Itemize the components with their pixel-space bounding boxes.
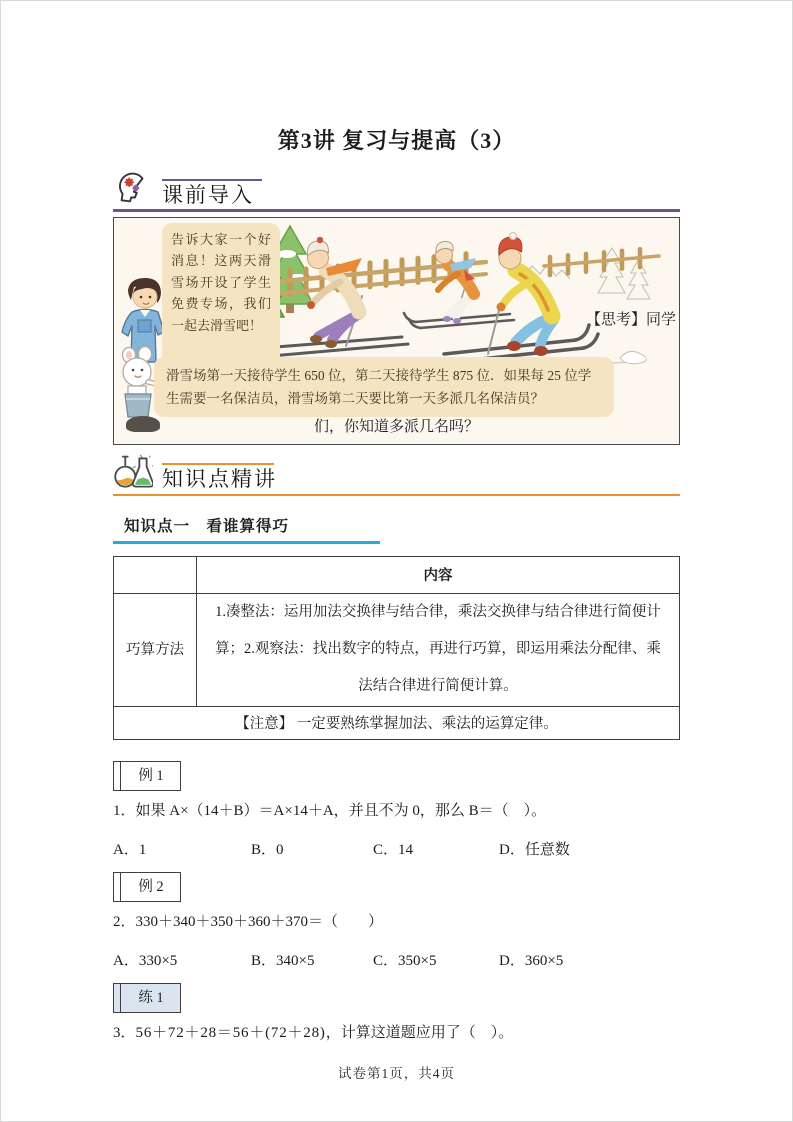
knowledge-section-title: 知识点精讲: [162, 468, 277, 492]
question-3-math: 56＋72＋28＝56＋(72＋28): [135, 1024, 326, 1041]
question-3: [113, 1022, 680, 1044]
page-footer: 试卷第1页，共4页: [338, 1066, 455, 1081]
table-row: [114, 593, 680, 706]
knowledge-section-header: [113, 454, 680, 492]
method-row-label: 巧算方法: [114, 593, 197, 706]
note-row: 【注意】 一定要熟练掌握加法、乘法的运算定律。: [114, 706, 680, 739]
option-b: B．340×5: [251, 952, 315, 969]
table-row: [114, 706, 680, 739]
intro-section-header: [113, 169, 680, 207]
table-row: [114, 556, 680, 593]
question-2: 2．330＋340＋350＋360＋370＝（ ）: [113, 913, 384, 930]
question-3-suffix: ，计算这道题应用了（ ）。: [325, 1024, 514, 1041]
option-a: A．1: [113, 841, 147, 858]
boy-speech-bubble: 告诉大家一个好消息！这两天滑雪场开设了学生免费专场，我们一起去滑雪吧！: [162, 223, 280, 367]
flasks-icon: [113, 454, 153, 492]
option-d: D．任意数: [499, 841, 570, 858]
illustration-box: [113, 217, 680, 445]
page-title: 第3讲 复习与提高（3）: [277, 128, 516, 153]
option-c: C．350×5: [373, 952, 437, 969]
practice-1-tag: 练 1: [113, 983, 181, 1013]
option-a: A．330×5: [113, 952, 178, 969]
method-row-content: 1.凑整法：运用加法交换律与结合律，乘法交换律与结合律进行简便计算；2.观察法：找出数字的特点，再进行巧算，即运用乘法分配律、乘法结合律进行简便计算。: [197, 593, 680, 706]
example-1-tag: 例 1: [113, 761, 181, 791]
knowledge-section-rule: [113, 494, 680, 497]
question-3-number: 3．: [113, 1024, 136, 1041]
section-overline: [162, 179, 262, 181]
rabbit-speech-bubble: 滑雪场第一天接待学生 650 位，第二天接待学生 875 位．如果每 25 位学生需要一名保洁员，滑雪场第二天要比第一天多派几名保洁员？: [154, 357, 614, 417]
section-overline: [162, 463, 274, 465]
option-b: B．0: [251, 841, 284, 858]
methods-table: [113, 556, 680, 740]
knowledge-point-rule: [113, 541, 380, 544]
page-content: [113, 0, 680, 1044]
head-gears-icon: [113, 169, 153, 207]
question-2-options: [113, 950, 680, 972]
content-column-header: 内容: [197, 556, 680, 593]
intro-section-title: 课前导入: [162, 183, 254, 207]
option-d: D．360×5: [499, 952, 564, 969]
question-1: 1．如果 A×（14＋B）＝A×14＋A，并且不为 0，那么 B＝（ ）。: [113, 802, 547, 819]
intro-section-rule: [113, 209, 680, 212]
think-label: 【思考】同学: [585, 311, 676, 328]
example-2-tag: 例 2: [113, 872, 181, 902]
think-continuation: 们，你知道多派几名吗？: [313, 418, 479, 435]
question-1-options: [113, 839, 680, 861]
empty-header-cell: [114, 556, 197, 593]
knowledge-point-subheader: 知识点一 看谁算得巧: [124, 518, 290, 535]
option-c: C．14: [373, 841, 414, 858]
